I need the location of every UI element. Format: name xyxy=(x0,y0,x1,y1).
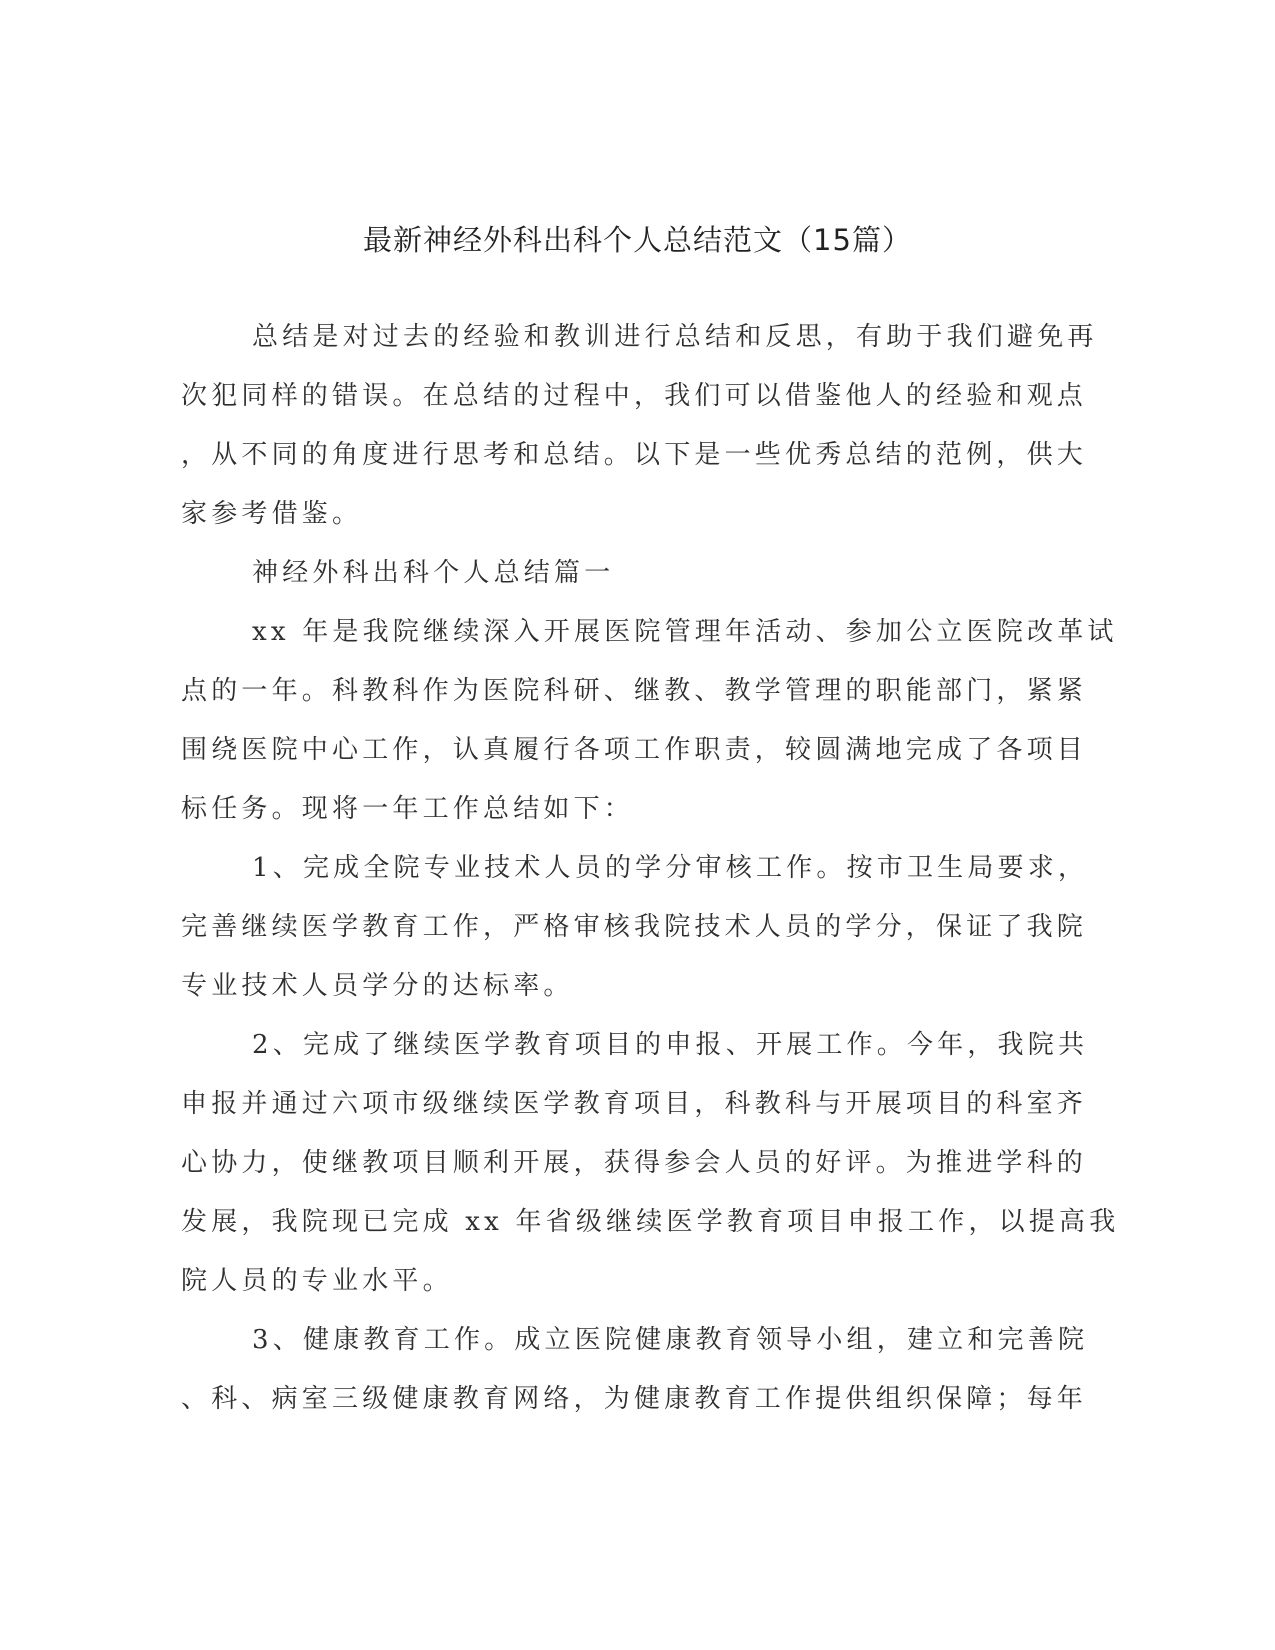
text-line: 完善继续医学教育工作，严格审核我院技术人员的学分，保证了我院 xyxy=(181,912,1088,942)
text-line: 总结是对过去的经验和教训进行总结和反思，有助于我们避免再 xyxy=(252,322,1098,352)
text-line: 心协力，使继教项目顺利开展，获得参会人员的好评。为推进学科的 xyxy=(181,1148,1088,1178)
text-line: xx 年是我院继续深入开展医院管理年活动、参加公立医院改革试 xyxy=(252,617,1118,647)
text-line: 次犯同样的错误。在总结的过程中，我们可以借鉴他人的经验和观点 xyxy=(181,381,1088,411)
text-line: ，从不同的角度进行思考和总结。以下是一些优秀总结的范例，供大 xyxy=(181,440,1088,470)
text-line: 围绕医院中心工作，认真履行各项工作职责，较圆满地完成了各项目 xyxy=(181,735,1088,765)
text-line: 申报并通过六项市级继续医学教育项目，科教科与开展项目的科室齐 xyxy=(181,1089,1088,1119)
text-line: 、科、病室三级健康教育网络，为健康教育工作提供组织保障；每年 xyxy=(181,1384,1088,1414)
text-line: 专业技术人员学分的达标率。 xyxy=(181,971,574,1001)
text-line: 标任务。现将一年工作总结如下： xyxy=(181,794,635,824)
page-title: 最新神经外科出科个人总结范文（15篇） xyxy=(363,223,912,257)
text-line: 2、完成了继续医学教育项目的申报、开展工作。今年，我院共 xyxy=(252,1030,1089,1060)
text-line: 3、健康教育工作。成立医院健康教育领导小组，建立和完善院 xyxy=(252,1325,1089,1355)
text-line: 院人员的专业水平。 xyxy=(181,1266,453,1296)
text-line: 发展，我院现已完成 xx 年省级继续医学教育项目申报工作，以提高我 xyxy=(181,1207,1120,1237)
text-line: 家参考借鉴。 xyxy=(181,499,363,529)
text-line: 1、完成全院专业技术人员的学分审核工作。按市卫生局要求， xyxy=(252,853,1089,883)
section-heading: 神经外科出科个人总结篇一 xyxy=(252,558,615,588)
text-line: 点的一年。科教科作为医院科研、继教、教学管理的职能部门，紧紧 xyxy=(181,676,1088,706)
